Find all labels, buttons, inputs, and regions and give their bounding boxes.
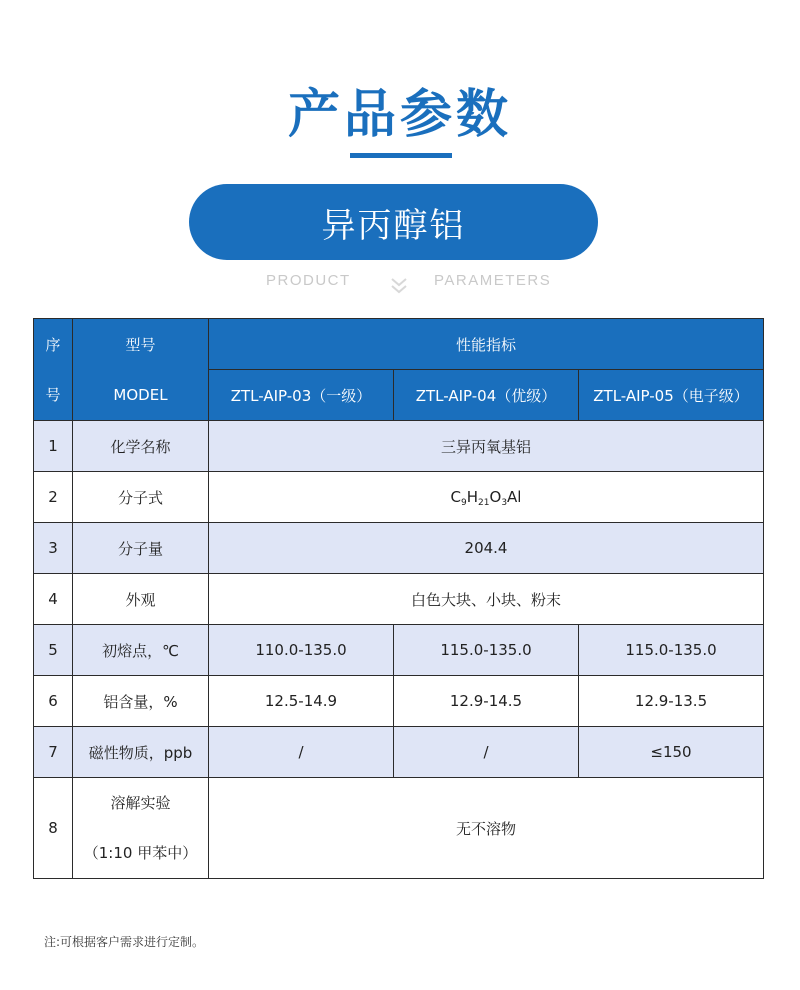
row-value-grade-03: / bbox=[209, 727, 394, 778]
row-value-grade-04: 115.0-135.0 bbox=[394, 625, 579, 676]
row-value-grade-04: / bbox=[394, 727, 579, 778]
table-row bbox=[34, 778, 764, 879]
row-no: 4 bbox=[34, 574, 73, 625]
title-underline bbox=[350, 153, 452, 158]
product-name: 异丙醇铝 bbox=[321, 205, 466, 246]
table-row bbox=[34, 421, 764, 472]
row-no: 1 bbox=[34, 421, 73, 472]
row-no: 5 bbox=[34, 625, 73, 676]
header-grade-05: ZTL-AIP-05（电子级） bbox=[579, 370, 764, 421]
header-model: 型号 MODEL bbox=[73, 319, 209, 421]
row-no: 3 bbox=[34, 523, 73, 574]
subtitle-product: PRODUCT bbox=[266, 272, 351, 289]
row-value: 三异丙氧基铝 bbox=[209, 421, 764, 472]
table-row bbox=[34, 523, 764, 574]
header-grade-04: ZTL-AIP-04（优级） bbox=[394, 370, 579, 421]
row-item: 分子量 bbox=[73, 523, 209, 574]
row-value-grade-04: 12.9-14.5 bbox=[394, 676, 579, 727]
double-chevron-down-icon bbox=[388, 275, 410, 297]
row-no: 2 bbox=[34, 472, 73, 523]
row-value-grade-03: 110.0-135.0 bbox=[209, 625, 394, 676]
row-value-grade-05: 12.9-13.5 bbox=[579, 676, 764, 727]
table-header-row bbox=[34, 319, 764, 370]
header-spec-group: 性能指标 bbox=[209, 319, 764, 370]
product-name-banner bbox=[189, 184, 598, 260]
row-value-grade-03: 12.5-14.9 bbox=[209, 676, 394, 727]
row-item: 溶解实验 （1:10 甲苯中） bbox=[73, 778, 209, 879]
header-no: 序 号 bbox=[34, 319, 73, 421]
row-value-grade-05: ≤150 bbox=[579, 727, 764, 778]
table-row bbox=[34, 625, 764, 676]
table-row bbox=[34, 472, 764, 523]
subtitle-parameters: PARAMETERS bbox=[434, 272, 552, 289]
table-row bbox=[34, 676, 764, 727]
table-row bbox=[34, 574, 764, 625]
row-item: 外观 bbox=[73, 574, 209, 625]
row-no: 6 bbox=[34, 676, 73, 727]
row-no: 8 bbox=[34, 778, 73, 879]
row-no: 7 bbox=[34, 727, 73, 778]
row-item: 化学名称 bbox=[73, 421, 209, 472]
row-item: 磁性物质，ppb bbox=[73, 727, 209, 778]
row-value-formula: $C_9H_{21}O_3Al$ bbox=[209, 472, 764, 523]
table-row bbox=[34, 727, 764, 778]
row-value: 白色大块、小块、粉末 bbox=[209, 574, 764, 625]
row-item: 铝含量，% bbox=[73, 676, 209, 727]
parameter-table bbox=[33, 318, 764, 879]
row-value: 204.4 bbox=[209, 523, 764, 574]
header-grade-03: ZTL-AIP-03（一级） bbox=[209, 370, 394, 421]
row-item: 初熔点，℃ bbox=[73, 625, 209, 676]
page-title: 产品参数 bbox=[287, 85, 512, 145]
row-item: 分子式 bbox=[73, 472, 209, 523]
row-value-grade-05: 115.0-135.0 bbox=[579, 625, 764, 676]
row-value: 无不溶物 bbox=[209, 778, 764, 879]
footnote: 注:可根据客户需求进行定制。 bbox=[44, 935, 205, 949]
